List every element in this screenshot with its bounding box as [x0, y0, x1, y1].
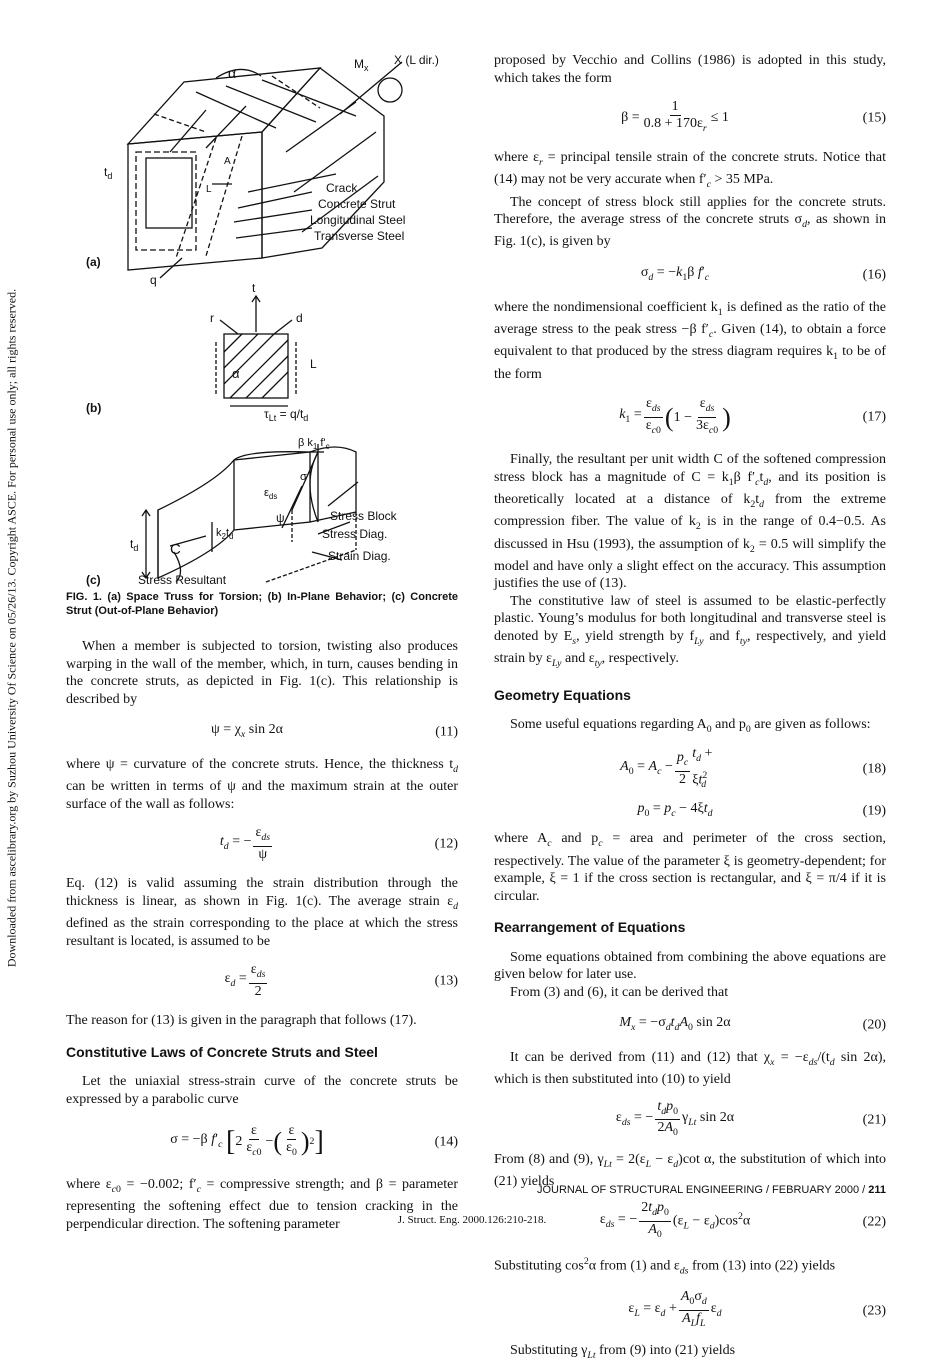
figure-1: [66, 52, 458, 590]
alpha-label: α: [228, 65, 237, 81]
right-column: [494, 52, 886, 1364]
stress-block-label: Stress Block: [330, 509, 397, 523]
right-p1: proposed by Vecchio and Collins (1986) is adopted in this study, which takes the form: [494, 53, 886, 86]
panel-b-labels: [86, 281, 317, 423]
citation: J. Struct. Eng. 2000.126:210-218.: [397, 1214, 547, 1226]
eds-label: $\varepsilon_{ds}$: [264, 487, 278, 501]
right-p8: where $A_c$ and $p_c$ = area and perimeter of the cross section, respectively. The value of the parameter ξ is geometry-dependent; for example, ξ = 1 if the cross section is rectangular, and ξ = π/4 if it is circular.: [494, 831, 886, 904]
l-label: L: [206, 184, 212, 195]
equation-21: $\varepsilon_{ds}$ = − $\frac{t_dp_0}{2A_0}$ $\gamma_{Lt}$ sin 2α (21): [615, 1098, 886, 1139]
psi-label: ψ: [276, 511, 285, 525]
right-p7: Some useful equations regarding $A_0$ and $p_0$ are given as follows:: [510, 717, 871, 735]
t-label: t: [252, 281, 256, 295]
td-label: $t_d$: [104, 165, 113, 181]
download-notice: Downloaded from ascelibrary.org by Suzhou University Of Science on 05/26/13. Copyright ASCE. For personal use only; all rights reserved.: [4, 288, 19, 968]
alpha-b-label: α: [232, 366, 240, 381]
equation-16: $\sigma_d = -k_1\beta$ $f'_c$ (16): [640, 264, 886, 283]
d-label: d: [296, 311, 303, 325]
right-p13: Substituting $\cos^2\alpha$ from (1) and $\varepsilon_{ds}$ from (13) into (22) yields: [494, 1255, 836, 1277]
k2td-label: $k_2t_d$: [216, 527, 234, 541]
equation-18: $A_0 = A_c$ − $\frac{p_c}{2}$ $t_d + \xi t^2_d$ (18): [620, 745, 886, 791]
equation-13: $\varepsilon_d$ = $\frac{\varepsilon_{ds}}{2}$ (13): [224, 962, 458, 999]
right-p6: The constitutive law of steel is assumed to be elastic-perfectly plastic. Young’s modulus for both longitudinal and transverse steel is denoted by $E_s$, yield strength by $f_{Ly}$ and $f_{ty}$, respectively, and yield strain by $\varepsilon_{Ly}$ and $\varepsilon_{ty}$, respectively.: [494, 593, 886, 670]
left-p5: Let the uniaxial stress-strain curve of the concrete struts be expressed by a parabolic curve: [66, 1074, 458, 1107]
equation-22: $\varepsilon_{ds}$ = − $\frac{2t_dp_0}{A_0}$ $(\varepsilon_L - \varepsilon_d)\cos^2\alpha$ (22): [599, 1200, 886, 1241]
mx-label: $M_x$: [354, 57, 369, 73]
left-p4: The reason for (13) is given in the paragraph that follows (17).: [66, 1013, 417, 1029]
right-p5: Finally, the resultant per unit width C of the softened compression stress block has a magnitude of $C = k_1\beta$ $f'_ct_d$, and its position is theoretically located at a distance of $k_2t_d$ from the extreme compression fiber. The value of $k_2$ is in the range of 0.4−0.5. As discussed in Hsu (1993), the assumption of $k_2 = 0.5$ will simplify the model and have only a slight effect on the accuracy. This assumption justifies the use of (13).: [494, 452, 887, 592]
right-p12: From (8) and (9), $\gamma_{Lt} = 2(\varepsilon_L - \varepsilon_d)\cot$ α, the substitution of which into (21) yields: [494, 1151, 887, 1190]
heading-geometry: Geometry Equations: [494, 686, 631, 703]
heading-constitutive: Constitutive Laws of Concrete Struts and Steel: [66, 1043, 378, 1060]
right-p14: Substituting $\gamma_{Lt}$ from (9) into (21) yields: [510, 1342, 736, 1361]
stress-diag-label: Stress Diag.: [322, 527, 388, 541]
heading-rearrangement: Rearrangement of Equations: [494, 919, 686, 936]
figure-caption: FIG. 1. (a) Space Truss for Torsion; (b) In-Plane Behavior; (c) Concrete Strut (Out-of-Plane Behavior): [66, 591, 458, 617]
td-c-label: $t_d$: [130, 537, 139, 553]
C-label: C: [170, 541, 181, 558]
right-p11: It can be derived from (11) and (12) that $\chi_x = -\varepsilon_{ds}/(t_d$ sin 2α), which is then substituted into (10) to yield: [494, 1050, 887, 1088]
sigma-label: σ: [300, 471, 307, 483]
equation-19: $p_0 = p_c - 4\xi t_d$ (19): [637, 801, 886, 820]
transverse-steel-label: Transverse Steel: [314, 229, 405, 243]
equation-12: $t_d$ = − $\frac{\varepsilon_{ds}}{\psi}$ (12): [219, 825, 458, 863]
equation-15: β = $\frac{1}{0.8 + 170\varepsilon_r}$ ≤ 1 (15): [621, 99, 886, 134]
figure-1-drawing: [66, 52, 458, 590]
panel-c-label: (c): [86, 573, 101, 587]
panel-c-concrete-strut: [142, 444, 358, 582]
stress-resultant-label: Stress Resultant: [138, 573, 227, 587]
right-p9: Some equations obtained from combining the above equations are given below for later use.: [494, 949, 886, 983]
left-p1: When a member is subjected to torsion, twisting also produces warping in the wall of the member, which, in turn, causes bending in the concrete struts, as depicted in Fig. 1(c). This relationship is described by: [66, 639, 458, 707]
panel-a-space-truss: [128, 62, 405, 278]
panel-a-label: (a): [86, 255, 101, 269]
page-number: 211: [868, 1184, 886, 1196]
panel-b-in-plane: [216, 296, 296, 406]
beta-k1-label: β $k_1$ $f'_c$: [298, 437, 330, 451]
left-p3: Eq. (12) is valid assuming the strain distribution through the thickness is linear, as shown in Fig. 1(c). The average strain $\varepsilon_d$ defined as the strain corresponding to the place at which the stress resultant is located, is assumed to be: [66, 876, 458, 949]
left-p2: where ψ = curvature of the concrete struts. Hence, the thickness $t_d$ can be written in terms of ψ and the maximum strain at the outer surface of the wall as follows:: [66, 757, 458, 812]
L-label: L: [310, 357, 317, 371]
equation-23: $\varepsilon_L = \varepsilon_d$ + $\frac{A_0\sigma_d}{A_Lf_L}$ $\varepsilon_d$ (23): [628, 1289, 886, 1329]
right-p10: From (3) and (6), it can be derived that: [510, 984, 729, 1000]
concrete-strut-label: Concrete Strut: [318, 197, 396, 211]
x-axis-label: X (L dir.): [394, 53, 439, 67]
equation-17: $k_1$ = $\frac{\varepsilon_{ds}}{\varepsilon_{c0}}$ ( 1 − $\frac{\varepsilon_{ds}}{3\varepsilon_{c0}}$ ) (17): [619, 395, 886, 436]
left-p6: where $\varepsilon_{c0} = -0.002$; $f'_c$ = compressive strength; and β = parameter representing the softening effect due to tension cracking in the perpendicular direction. The softening parameter: [66, 1177, 458, 1232]
q-label: q: [150, 273, 157, 287]
tau-label: $\tau_{Lt} = q/t_d$: [264, 407, 309, 423]
r-label: r: [210, 311, 214, 325]
right-p3: The concept of stress block still applies for the concrete struts. Therefore, the average stress of the concrete struts $\sigma_d$, as shown in Fig. 1(c), is given by: [494, 194, 886, 250]
panel-b-label: (b): [86, 401, 102, 415]
left-column: [66, 52, 458, 1233]
right-p2: where $\varepsilon_r$ = principal tensile strain of the concrete struts. Notice that (14) may not be very accurate when $f'_c > 35$ MPa.: [494, 150, 886, 191]
right-p4: where the nondimensional coefficient $k_1$ is defined as the ratio of the average stress to the peak stress −β $f'_c$. Given (14), to obtain a force equivalent to that produced by the stress diagram requires $k_1$ to be of the form: [494, 299, 886, 382]
equation-14: σ = −β $f'_c$ [ 2 $\frac{\varepsilon}{\varepsilon_{c0}}$ − ( $\frac{\varepsilon}{\varepsilon_0}$ ) 2 ] (14): [170, 1123, 458, 1158]
strain-diag-label: Strain Diag.: [328, 549, 391, 563]
ai-label: A: [224, 156, 231, 167]
equation-20: $M_x = -\sigma_dt_dA_0$ sin 2α (20): [619, 1015, 886, 1033]
running-footer: JOURNAL OF STRUCTURAL ENGINEERING / FEBRUARY 2000 / 211: [536, 1184, 886, 1196]
equation-11: $\psi = \chi_x$ sin 2α (11): [211, 721, 458, 740]
longitudinal-steel-label: Longitudinal Steel: [310, 213, 406, 227]
crack-label: Crack: [326, 181, 358, 195]
